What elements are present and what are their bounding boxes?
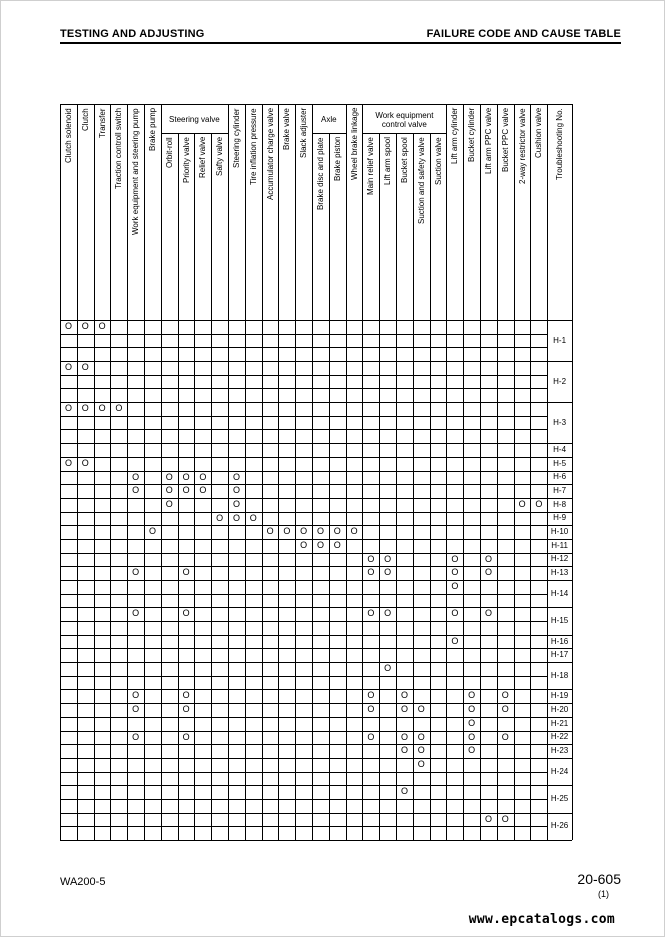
cause-mark: O xyxy=(132,567,140,578)
cause-mark: O xyxy=(417,731,425,742)
cause-mark: O xyxy=(216,512,224,523)
group-header-1: Axle xyxy=(321,115,337,124)
troubleshooting-number: H-14 xyxy=(550,588,569,598)
cause-mark: O xyxy=(64,321,72,331)
cause-mark: O xyxy=(98,321,106,331)
cause-mark: O xyxy=(501,704,509,715)
header-bottom-border xyxy=(60,320,572,321)
row-divider xyxy=(60,512,572,513)
cause-mark: O xyxy=(501,813,509,824)
cause-mark: O xyxy=(182,471,190,482)
sub-row-divider xyxy=(60,334,547,335)
cause-mark: O xyxy=(115,403,123,414)
cause-mark: O xyxy=(367,731,375,742)
cause-mark: O xyxy=(64,362,72,373)
group-header-0: Steering valve xyxy=(169,115,220,124)
cause-mark: O xyxy=(182,731,190,742)
troubleshooting-number: H-24 xyxy=(550,766,569,776)
cause-mark: O xyxy=(417,758,425,769)
page-number: 20-605 xyxy=(577,871,621,887)
group-header-rule xyxy=(161,133,228,134)
column-header: Lift arm PPC valve xyxy=(484,107,493,174)
row-divider xyxy=(60,758,572,759)
column-header: Steering cylinder xyxy=(232,108,241,168)
cause-mark: O xyxy=(283,526,291,537)
cause-mark: O xyxy=(232,471,240,482)
column-header: 2-way restrictor valve xyxy=(517,108,527,184)
sub-row-divider xyxy=(60,429,547,430)
cause-mark: O xyxy=(333,526,341,537)
column-header: Bucket spool xyxy=(400,137,409,183)
cause-mark: O xyxy=(484,813,492,824)
cause-mark: O xyxy=(468,704,476,715)
cause-mark: O xyxy=(300,526,308,537)
column-header: Lift arm spool xyxy=(383,136,393,185)
cause-mark: O xyxy=(132,690,140,701)
row-divider xyxy=(60,785,572,786)
troubleshooting-number: H-16 xyxy=(550,636,569,646)
column-header: Traction controll switch xyxy=(114,107,124,189)
cause-mark: O xyxy=(182,485,190,496)
troubleshooting-number: H-3 xyxy=(553,417,567,427)
cause-mark: O xyxy=(333,539,341,550)
column-header: Brake piston xyxy=(332,136,342,181)
sub-row-divider xyxy=(60,594,547,595)
troubleshooting-number: H-25 xyxy=(550,793,569,803)
cause-mark: O xyxy=(316,539,324,550)
column-header: Brake disc and plate xyxy=(316,137,325,210)
troubleshooting-number: H-4 xyxy=(553,445,567,454)
cause-mark: O xyxy=(132,704,140,715)
cause-mark: O xyxy=(468,690,476,701)
sub-row-divider xyxy=(60,799,547,800)
cause-mark: O xyxy=(384,608,392,619)
row-divider xyxy=(60,457,572,458)
cause-mark: O xyxy=(64,403,72,414)
cause-mark: O xyxy=(232,498,240,509)
cause-mark: O xyxy=(350,526,358,537)
cause-mark: O xyxy=(451,608,459,619)
cause-mark: O xyxy=(232,512,240,523)
cause-mark: O xyxy=(316,526,324,537)
troubleshooting-number: H-13 xyxy=(550,568,569,578)
troubleshooting-number: H-11 xyxy=(551,540,568,550)
cause-mark: O xyxy=(400,786,408,797)
cause-mark: O xyxy=(165,471,173,482)
cause-mark: O xyxy=(199,471,207,482)
cause-mark: O xyxy=(165,485,173,496)
column-divider xyxy=(329,133,330,840)
troubleshooting-number: H-12 xyxy=(550,554,569,564)
troubleshooting-number: H-23 xyxy=(550,746,569,756)
cause-mark: O xyxy=(81,403,89,414)
sub-row-divider xyxy=(60,826,547,827)
troubleshooting-number: H-19 xyxy=(550,691,569,701)
cause-mark: O xyxy=(384,553,392,564)
cause-mark: O xyxy=(81,321,89,331)
page-title: FAILURE CODE AND CAUSE TABLE xyxy=(426,28,621,40)
troubleshooting-number: H-15 xyxy=(550,616,569,626)
cause-mark: O xyxy=(417,704,425,715)
column-header: Clutch solenoid xyxy=(64,108,73,163)
column-header: Lift arm cylinder xyxy=(450,107,460,164)
column-header: Priority valve xyxy=(181,137,191,183)
sub-row-divider xyxy=(60,375,547,376)
column-header: Slack adjuster xyxy=(299,107,309,158)
column-header: Suction and safety valve xyxy=(416,137,426,224)
column-header: Cushion valve xyxy=(534,107,544,158)
cause-mark: O xyxy=(165,498,173,509)
cause-mark: O xyxy=(400,690,408,701)
cause-mark: O xyxy=(266,526,274,537)
cause-mark: O xyxy=(468,731,476,742)
cause-mark: O xyxy=(367,608,375,619)
row-divider xyxy=(60,662,572,663)
cause-mark: O xyxy=(81,457,89,468)
cause-mark: O xyxy=(451,635,459,646)
column-header: Bucket cylinder xyxy=(467,107,477,162)
cause-mark: O xyxy=(98,403,106,414)
column-header: Orbit-roll xyxy=(164,137,174,168)
cause-mark: O xyxy=(451,553,459,564)
cause-mark: O xyxy=(367,704,375,715)
cause-mark: O xyxy=(199,485,207,496)
row-divider xyxy=(60,717,572,718)
sub-row-divider xyxy=(60,416,547,417)
cause-mark: O xyxy=(182,704,190,715)
cause-mark: O xyxy=(81,362,89,373)
column-header: Relief valve xyxy=(198,136,208,178)
column-header: Clutch xyxy=(80,108,90,131)
cause-mark: O xyxy=(501,690,509,701)
column-header: Work equipment and steering pump xyxy=(131,108,141,235)
sub-row-divider xyxy=(60,772,547,773)
troubleshooting-number: H-20 xyxy=(550,705,569,714)
cause-mark: O xyxy=(300,539,308,550)
cause-mark: O xyxy=(468,717,476,728)
troubleshooting-number: H-26 xyxy=(550,821,569,831)
troubleshooting-number: H-18 xyxy=(550,670,569,680)
cause-mark: O xyxy=(501,731,509,742)
troubleshooting-number: H-5 xyxy=(553,458,567,468)
troubleshooting-heading: Troubleshooting No. xyxy=(555,108,565,180)
watermark-url: www.epcatalogs.com xyxy=(468,912,615,927)
model-number: WA200-5 xyxy=(60,876,106,888)
group-header-2: Work equipment control valve xyxy=(375,110,434,129)
table-bottom-border xyxy=(60,840,572,841)
row-divider xyxy=(60,443,572,444)
row-divider xyxy=(60,498,572,499)
sub-row-divider xyxy=(60,347,547,348)
column-header: Bucket PPC valve xyxy=(500,107,510,172)
troubleshooting-number: H-17 xyxy=(550,650,569,660)
table-right-border xyxy=(572,104,573,840)
cause-mark: O xyxy=(484,567,492,578)
column-header: Accumulator charge valve xyxy=(265,107,275,200)
cause-mark: O xyxy=(400,704,408,715)
row-divider xyxy=(60,402,572,403)
cause-mark: O xyxy=(451,567,459,578)
column-header: Tire inflation pressure xyxy=(248,108,258,185)
cause-mark: O xyxy=(249,512,257,523)
troubleshooting-number: H-6 xyxy=(553,472,567,482)
cause-mark: O xyxy=(132,471,140,482)
troubleshooting-number: H-22 xyxy=(550,732,569,742)
cause-mark: O xyxy=(148,526,156,537)
column-header: Brake pump xyxy=(148,107,157,151)
column-header: Main relief valve xyxy=(366,137,376,195)
column-header: Transfer xyxy=(97,108,107,138)
cause-mark: O xyxy=(182,690,190,701)
column-header: Wheel brake linkage xyxy=(349,107,359,180)
troubleshooting-number: H-8 xyxy=(553,499,567,509)
column-header: Suction valve xyxy=(433,137,443,185)
cause-mark: O xyxy=(367,553,375,564)
cause-mark: O xyxy=(384,567,392,578)
sub-row-divider xyxy=(60,388,547,389)
cause-mark: O xyxy=(400,745,408,756)
cause-mark: O xyxy=(535,498,543,509)
sub-row-divider xyxy=(60,676,547,677)
cause-mark: O xyxy=(484,553,492,564)
cause-mark: O xyxy=(132,485,140,496)
cause-mark: O xyxy=(417,745,425,756)
cause-mark: O xyxy=(518,498,526,509)
table-top-border xyxy=(60,104,572,105)
column-header: Brake valve xyxy=(282,108,292,150)
cause-mark: O xyxy=(182,608,190,619)
page-revision: (1) xyxy=(598,889,609,899)
row-divider xyxy=(60,580,572,581)
cause-mark: O xyxy=(367,690,375,701)
cause-mark: O xyxy=(367,567,375,578)
column-header: Safty valve xyxy=(215,136,225,176)
cause-mark: O xyxy=(182,567,190,578)
section-title: TESTING AND ADJUSTING xyxy=(60,28,205,40)
troubleshooting-number: H-2 xyxy=(553,376,567,386)
troubleshooting-number: H-9 xyxy=(553,513,567,523)
cause-mark: O xyxy=(468,745,476,756)
sub-row-divider xyxy=(60,621,547,622)
cause-mark: O xyxy=(400,731,408,742)
cause-mark: O xyxy=(484,608,492,619)
row-divider xyxy=(60,648,572,649)
row-divider xyxy=(60,361,572,362)
group-header-rule xyxy=(312,133,346,134)
group-header-rule xyxy=(362,133,446,134)
cause-mark: O xyxy=(232,485,240,496)
troubleshooting-number: H-10 xyxy=(550,527,569,537)
troubleshooting-number: H-1 xyxy=(553,335,567,345)
troubleshooting-number: H-7 xyxy=(553,486,567,496)
cause-mark: O xyxy=(132,731,140,742)
troubleshooting-number: H-21 xyxy=(550,718,569,728)
cause-mark: O xyxy=(132,608,140,619)
cause-mark: O xyxy=(64,457,72,468)
row-divider xyxy=(60,744,572,745)
row-divider xyxy=(60,635,572,636)
cause-mark: O xyxy=(384,663,392,674)
cause-mark: O xyxy=(451,581,459,591)
